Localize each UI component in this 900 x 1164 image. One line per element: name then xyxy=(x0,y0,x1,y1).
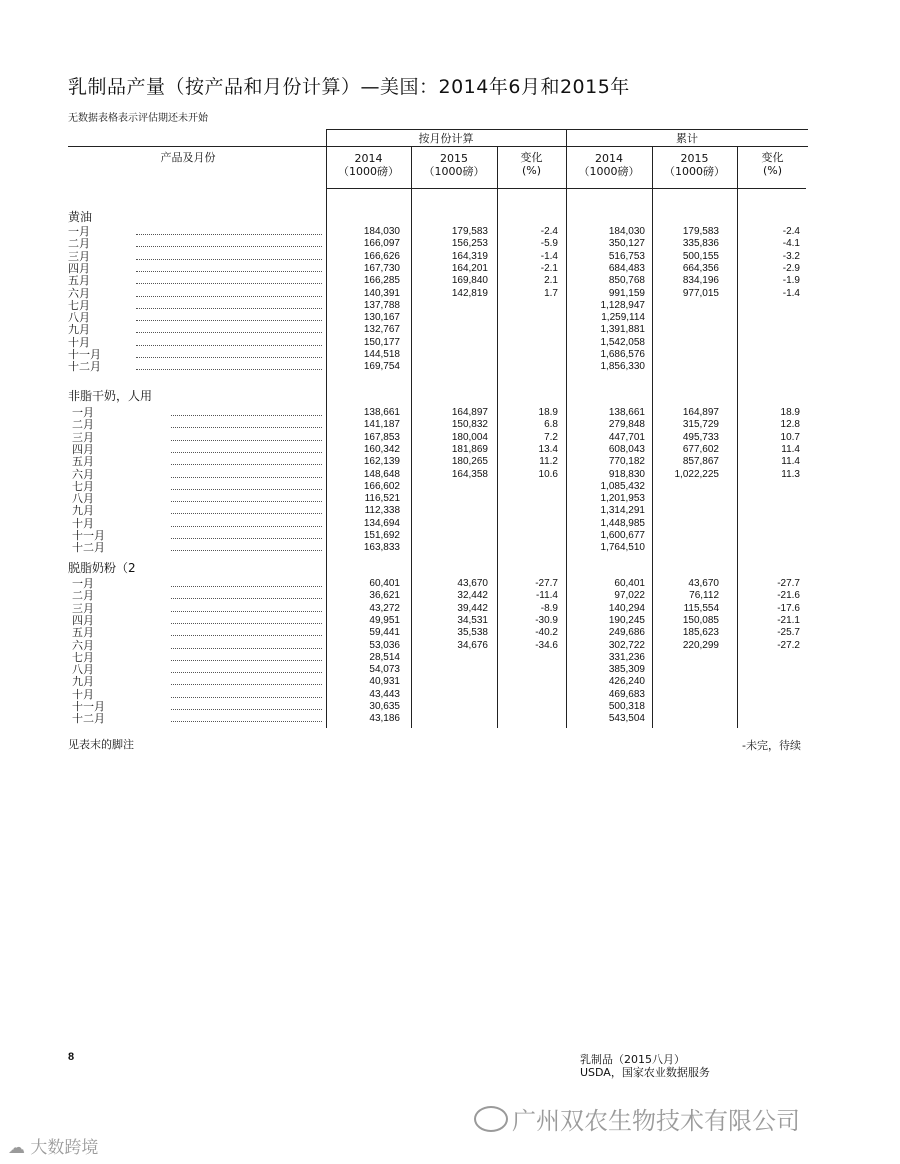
leader-dots xyxy=(136,345,322,346)
cell-c2014: 249,686 xyxy=(608,627,645,639)
cell-cchg: 11.4 xyxy=(781,456,800,468)
leader-dots xyxy=(171,611,322,612)
cell-c2014: 60,401 xyxy=(614,578,645,589)
month-label: 十一月 xyxy=(72,700,105,713)
cell-mchg: 13.4 xyxy=(538,443,558,455)
cell-mchg: -5.9 xyxy=(540,238,558,250)
leader-dots xyxy=(171,709,322,710)
cell-cchg: -3.2 xyxy=(782,250,800,262)
cell-c2015: 164,897 xyxy=(682,407,719,418)
col-header-cumulative-change xyxy=(737,151,808,177)
col-change: 变化 xyxy=(761,151,784,164)
table-row xyxy=(68,288,808,300)
cell-mchg: 11.2 xyxy=(539,456,558,468)
table-row xyxy=(68,226,808,238)
cell-m2015: 180,265 xyxy=(451,456,488,468)
cell-m2015: 164,358 xyxy=(451,468,488,480)
cell-c2014: 684,483 xyxy=(608,262,645,274)
leader-dots xyxy=(171,697,322,698)
cell-m2014: 160,342 xyxy=(363,443,400,455)
table-row xyxy=(68,518,808,530)
cell-cchg: -21.1 xyxy=(777,614,800,626)
month-label: 四月 xyxy=(72,613,94,627)
cell-c2014: 1,259,114 xyxy=(601,312,645,324)
month-label: 六月 xyxy=(68,286,90,300)
publication-source: USDA，国家农业数据服务 xyxy=(580,1066,710,1079)
cell-c2014: 184,030 xyxy=(608,226,645,237)
cell-mchg: -2.4 xyxy=(540,226,558,237)
table-row xyxy=(68,312,808,324)
cell-m2014: 166,602 xyxy=(363,480,400,492)
cell-c2014: 1,085,432 xyxy=(600,480,645,492)
col-pct: (%) xyxy=(762,164,783,177)
header-cumulative: 累计 xyxy=(676,132,698,145)
table-row xyxy=(68,349,808,361)
month-label: 三月 xyxy=(72,430,94,444)
cell-c2014: 350,127 xyxy=(608,238,645,250)
col-header-cumulative-2015 xyxy=(652,152,737,178)
cell-cchg: 10.7 xyxy=(780,431,800,443)
header-product-month: 产品及月份 xyxy=(160,151,216,164)
leader-dots xyxy=(171,526,322,527)
month-label: 六月 xyxy=(72,638,94,652)
cell-c2014: 279,848 xyxy=(608,419,645,431)
cell-m2015: 156,253 xyxy=(451,238,488,250)
table-row xyxy=(68,407,808,419)
cell-cchg: -2.4 xyxy=(782,226,800,237)
cell-m2015: 181,869 xyxy=(451,443,488,455)
table-row xyxy=(68,251,808,263)
cell-c2014: 770,182 xyxy=(608,456,645,468)
table-row xyxy=(68,689,808,701)
cell-mchg: 18.9 xyxy=(538,407,558,418)
cell-mchg: 7.2 xyxy=(544,431,558,443)
leader-dots xyxy=(136,332,322,333)
leader-dots xyxy=(136,234,322,235)
month-label: 十月 xyxy=(72,687,94,701)
cell-m2014: 144,518 xyxy=(363,349,400,360)
cell-c2014: 138,661 xyxy=(608,407,645,418)
cell-m2014: 184,030 xyxy=(363,226,400,237)
leader-dots xyxy=(171,648,322,649)
col-unit: （1000磅） xyxy=(664,165,725,178)
table-row xyxy=(68,676,808,688)
leader-dots xyxy=(136,308,322,309)
month-label: 三月 xyxy=(68,249,90,263)
month-label: 七月 xyxy=(68,298,90,312)
cell-m2014: 36,621 xyxy=(369,590,400,602)
leader-dots xyxy=(171,538,322,539)
leader-dots xyxy=(171,586,322,587)
table-row xyxy=(68,603,808,615)
month-label: 二月 xyxy=(72,589,94,603)
month-label: 七月 xyxy=(72,650,94,664)
month-label: 一月 xyxy=(72,577,94,590)
cell-m2014: 112,338 xyxy=(364,505,400,517)
month-label: 十一月 xyxy=(68,348,101,361)
leader-dots xyxy=(171,635,322,636)
cell-m2014: 49,951 xyxy=(369,614,400,626)
cell-c2014: 1,128,947 xyxy=(600,299,645,311)
cell-m2014: 132,767 xyxy=(363,324,400,336)
table-row xyxy=(68,300,808,312)
table-row xyxy=(68,713,808,725)
cell-mchg: -2.1 xyxy=(540,262,558,274)
cell-c2014: 140,294 xyxy=(608,602,645,614)
table-row xyxy=(68,505,808,517)
cell-c2015: 315,729 xyxy=(682,419,719,431)
col-change: 变化 xyxy=(520,151,543,164)
month-label: 八月 xyxy=(72,663,94,677)
col-header-monthly-2014 xyxy=(326,152,411,178)
col-unit: （1000磅） xyxy=(578,165,640,178)
month-label: 九月 xyxy=(68,323,90,337)
cell-c2015: 1,022,225 xyxy=(674,468,719,480)
cell-mchg: -34.6 xyxy=(535,639,558,651)
leader-dots xyxy=(171,598,322,599)
col-year: 2014 xyxy=(595,152,623,165)
cell-cchg: 18.9 xyxy=(780,407,800,418)
cell-c2014: 1,314,291 xyxy=(600,505,645,517)
cell-c2014: 918,830 xyxy=(608,468,645,480)
cell-c2014: 385,309 xyxy=(608,664,645,676)
cell-m2015: 179,583 xyxy=(451,226,488,237)
table-row xyxy=(68,578,808,590)
cell-c2015: 857,867 xyxy=(682,456,719,468)
leader-dots xyxy=(171,477,322,478)
cell-m2014: 162,139 xyxy=(363,456,400,468)
section-title-butter: 黄油 xyxy=(68,210,93,224)
table-row xyxy=(68,469,808,481)
table-row xyxy=(68,701,808,713)
leader-dots xyxy=(136,369,322,370)
cell-m2015: 142,819 xyxy=(451,287,488,299)
table-row xyxy=(68,361,808,373)
cell-cchg: -27.7 xyxy=(777,578,800,589)
cell-cchg: -27.2 xyxy=(777,639,800,651)
cell-m2014: 43,272 xyxy=(369,602,400,614)
cell-c2014: 1,542,058 xyxy=(600,336,645,348)
cell-m2015: 164,897 xyxy=(451,407,488,418)
cell-m2014: 60,401 xyxy=(369,578,400,589)
cell-m2015: 32,442 xyxy=(457,590,488,602)
cell-m2015: 39,442 xyxy=(457,602,488,614)
cell-m2014: 40,931 xyxy=(369,676,400,688)
month-label: 八月 xyxy=(68,311,90,325)
cell-m2014: 43,443 xyxy=(369,688,400,700)
cell-c2014: 543,504 xyxy=(608,713,645,725)
col-year: 2015 xyxy=(440,152,468,165)
page-number: 8 xyxy=(68,1051,75,1063)
cell-mchg: -27.7 xyxy=(535,578,558,589)
cell-mchg: -8.9 xyxy=(540,602,558,614)
month-label: 八月 xyxy=(72,492,94,506)
month-label: 十二月 xyxy=(68,360,101,374)
cell-mchg: -40.2 xyxy=(535,627,558,639)
cell-m2014: 167,730 xyxy=(363,262,400,274)
cell-m2014: 137,788 xyxy=(363,299,400,311)
col-header-monthly-2015 xyxy=(411,152,497,178)
cell-c2014: 1,201,953 xyxy=(600,493,645,505)
cell-m2014: 59,441 xyxy=(369,627,400,639)
cell-c2014: 426,240 xyxy=(608,676,645,688)
cell-c2014: 516,753 xyxy=(608,250,645,262)
page-title: 乳制品产量（按产品和月份计算）—美国：2014年6月和2015年 xyxy=(68,76,630,98)
cell-c2015: 179,583 xyxy=(682,226,719,237)
cell-mchg: -11.4 xyxy=(535,590,558,602)
cell-cchg: 11.4 xyxy=(781,443,800,455)
cell-c2014: 331,236 xyxy=(608,651,645,663)
watermark-company: 广州双农生物技术有限公司 xyxy=(512,1107,800,1135)
cell-m2014: 169,754 xyxy=(363,361,400,373)
section-title-nonfat-dry-milk: 非脂干奶，人用 xyxy=(68,389,153,403)
wechat-icon xyxy=(474,1106,508,1132)
table-row xyxy=(68,263,808,275)
watermark-brand xyxy=(8,1133,98,1158)
cell-mchg: 10.6 xyxy=(538,468,558,480)
table-row xyxy=(68,456,808,468)
month-label: 五月 xyxy=(72,455,94,469)
cell-c2014: 447,701 xyxy=(608,431,645,443)
cell-c2014: 190,245 xyxy=(608,614,645,626)
month-label: 十二月 xyxy=(72,712,105,726)
month-label: 十一月 xyxy=(72,529,105,542)
cell-cchg: -25.7 xyxy=(777,627,800,639)
month-label: 六月 xyxy=(72,467,94,481)
cell-m2014: 54,073 xyxy=(369,664,400,676)
cell-m2015: 43,670 xyxy=(457,578,488,589)
cell-c2015: 664,356 xyxy=(682,262,719,274)
group-header-rule xyxy=(68,146,808,147)
leader-dots xyxy=(136,320,322,321)
month-label: 五月 xyxy=(72,626,94,640)
month-label: 四月 xyxy=(72,442,94,456)
publication-title: 乳制品（2015八月） xyxy=(580,1053,685,1066)
leader-dots xyxy=(136,296,322,297)
cell-c2014: 850,768 xyxy=(608,275,645,287)
cell-m2015: 180,004 xyxy=(451,431,488,443)
month-label: 十月 xyxy=(68,335,90,349)
cell-c2014: 991,159 xyxy=(608,287,645,299)
table-row xyxy=(68,542,808,554)
leader-dots xyxy=(171,660,322,661)
cell-m2014: 150,177 xyxy=(363,336,400,348)
cell-cchg: -1.9 xyxy=(782,275,800,287)
month-label: 四月 xyxy=(68,261,90,275)
cell-m2014: 166,097 xyxy=(363,238,400,250)
header-monthly: 按月份计算 xyxy=(418,132,474,145)
month-label: 二月 xyxy=(72,418,94,432)
month-label: 七月 xyxy=(72,479,94,493)
leader-dots xyxy=(171,623,322,624)
month-label: 二月 xyxy=(68,237,90,251)
cell-m2015: 164,319 xyxy=(451,250,488,262)
leader-dots xyxy=(171,452,322,453)
cell-m2014: 30,635 xyxy=(369,701,400,712)
cell-c2015: 185,623 xyxy=(682,627,719,639)
cell-c2014: 1,856,330 xyxy=(600,361,645,373)
cell-cchg: -21.6 xyxy=(777,590,800,602)
cell-m2014: 53,036 xyxy=(369,639,400,651)
cell-c2015: 834,196 xyxy=(682,275,719,287)
cell-c2014: 302,722 xyxy=(608,639,645,651)
leader-dots xyxy=(171,513,322,514)
cell-m2014: 141,187 xyxy=(363,419,400,431)
cell-c2014: 1,391,881 xyxy=(600,324,645,336)
table-row xyxy=(68,652,808,664)
table-row xyxy=(68,432,808,444)
section-title-skim-milk-powder: 脱脂奶粉（2 xyxy=(68,561,136,575)
month-label: 十二月 xyxy=(72,541,105,555)
cell-m2015: 35,538 xyxy=(457,627,488,639)
cell-mchg: 1.7 xyxy=(544,287,558,299)
leader-dots xyxy=(171,464,322,465)
col-year: 2014 xyxy=(354,152,383,165)
table-row xyxy=(68,419,808,431)
cell-c2014: 1,764,510 xyxy=(600,542,645,554)
leader-dots xyxy=(136,283,322,284)
watermark-brand-text: 大数跨境 xyxy=(30,1138,99,1158)
cell-c2014: 469,683 xyxy=(608,688,645,700)
table-row xyxy=(68,627,808,639)
col-unit: （1000磅） xyxy=(423,165,485,178)
table-row xyxy=(68,481,808,493)
month-label: 一月 xyxy=(68,225,90,238)
leader-dots xyxy=(136,259,322,260)
col-pct: (%) xyxy=(521,164,542,177)
cell-mchg: -30.9 xyxy=(535,614,558,626)
cell-m2015: 34,676 xyxy=(457,639,488,651)
leader-dots xyxy=(136,357,322,358)
leader-dots xyxy=(136,271,322,272)
cell-m2014: 166,626 xyxy=(363,250,400,262)
table-row xyxy=(68,493,808,505)
cell-m2015: 150,832 xyxy=(451,419,488,431)
footnote-reference: 见表末的脚注 xyxy=(68,738,134,751)
cell-c2015: 500,155 xyxy=(682,250,719,262)
cell-mchg: 6.8 xyxy=(544,419,558,431)
cell-m2014: 167,853 xyxy=(363,431,400,443)
cell-cchg: -17.6 xyxy=(777,602,800,614)
col-unit: （1000磅） xyxy=(338,165,399,178)
cell-m2014: 163,833 xyxy=(363,542,400,554)
cell-c2014: 608,043 xyxy=(608,443,645,455)
cell-m2014: 130,167 xyxy=(363,312,400,324)
cell-c2014: 1,686,576 xyxy=(600,349,645,360)
col-header-cumulative-2014 xyxy=(566,152,652,178)
table-row xyxy=(68,337,808,349)
cell-m2015: 164,201 xyxy=(451,262,488,274)
cell-c2015: 150,085 xyxy=(682,614,719,626)
production-table xyxy=(68,129,808,728)
leader-dots xyxy=(171,672,322,673)
leader-dots xyxy=(171,550,322,551)
cell-m2014: 151,692 xyxy=(363,530,400,541)
table-row xyxy=(68,664,808,676)
cell-c2015: 677,602 xyxy=(682,443,719,455)
leader-dots xyxy=(171,501,322,502)
cell-c2014: 97,022 xyxy=(614,590,645,602)
leader-dots xyxy=(171,415,322,416)
continued-note: -未完，待续 xyxy=(742,739,801,752)
month-label: 九月 xyxy=(72,675,94,689)
table-row xyxy=(68,275,808,287)
col-header-monthly-change xyxy=(497,151,566,177)
cell-c2015: 977,015 xyxy=(682,287,719,299)
cell-mchg: -1.4 xyxy=(540,250,558,262)
brand-logo-icon: ☁ xyxy=(8,1138,25,1158)
cell-m2014: 140,391 xyxy=(363,287,400,299)
table-row xyxy=(68,590,808,602)
cell-cchg: -2.9 xyxy=(782,262,800,274)
cell-c2015: 220,299 xyxy=(682,639,719,651)
cell-m2014: 116,521 xyxy=(364,493,400,505)
cell-c2014: 500,318 xyxy=(608,701,645,712)
cell-mchg: 2.1 xyxy=(544,275,558,287)
col-year: 2015 xyxy=(680,152,709,165)
cell-c2015: 115,554 xyxy=(683,602,719,614)
leader-dots xyxy=(171,721,322,722)
cell-c2014: 1,448,985 xyxy=(600,517,645,529)
subtitle-note: 无数据表格表示评估期还未开始 xyxy=(68,113,208,124)
cell-m2014: 43,186 xyxy=(369,713,400,725)
leader-dots xyxy=(171,489,322,490)
table-row xyxy=(68,238,808,250)
cell-c2015: 495,733 xyxy=(682,431,719,443)
cell-m2014: 134,694 xyxy=(363,517,400,529)
top-rule xyxy=(326,129,808,130)
cell-c2015: 43,670 xyxy=(688,578,719,589)
cell-m2015: 169,840 xyxy=(451,275,488,287)
month-label: 五月 xyxy=(68,274,90,288)
cell-c2015: 76,112 xyxy=(689,590,719,602)
cell-m2014: 148,648 xyxy=(363,468,400,480)
cell-m2015: 34,531 xyxy=(457,614,488,626)
cell-cchg: -1.4 xyxy=(782,287,800,299)
cell-m2014: 166,285 xyxy=(363,275,400,287)
leader-dots xyxy=(171,684,322,685)
table-row xyxy=(68,444,808,456)
leader-dots xyxy=(171,427,322,428)
cell-c2015: 335,836 xyxy=(682,238,719,250)
leader-dots xyxy=(136,246,322,247)
cell-m2014: 28,514 xyxy=(369,651,400,663)
cell-cchg: 11.3 xyxy=(781,468,800,480)
cell-cchg: -4.1 xyxy=(782,238,800,250)
leader-dots xyxy=(171,440,322,441)
table-row xyxy=(68,324,808,336)
cell-m2014: 138,661 xyxy=(363,407,400,418)
table-row xyxy=(68,640,808,652)
month-label: 九月 xyxy=(72,504,94,518)
month-label: 三月 xyxy=(72,601,94,615)
cell-c2014: 1,600,677 xyxy=(600,530,645,541)
cell-cchg: 12.8 xyxy=(780,419,800,431)
month-label: 十月 xyxy=(72,516,94,530)
month-label: 一月 xyxy=(72,406,94,419)
table-row xyxy=(68,530,808,542)
table-row xyxy=(68,615,808,627)
